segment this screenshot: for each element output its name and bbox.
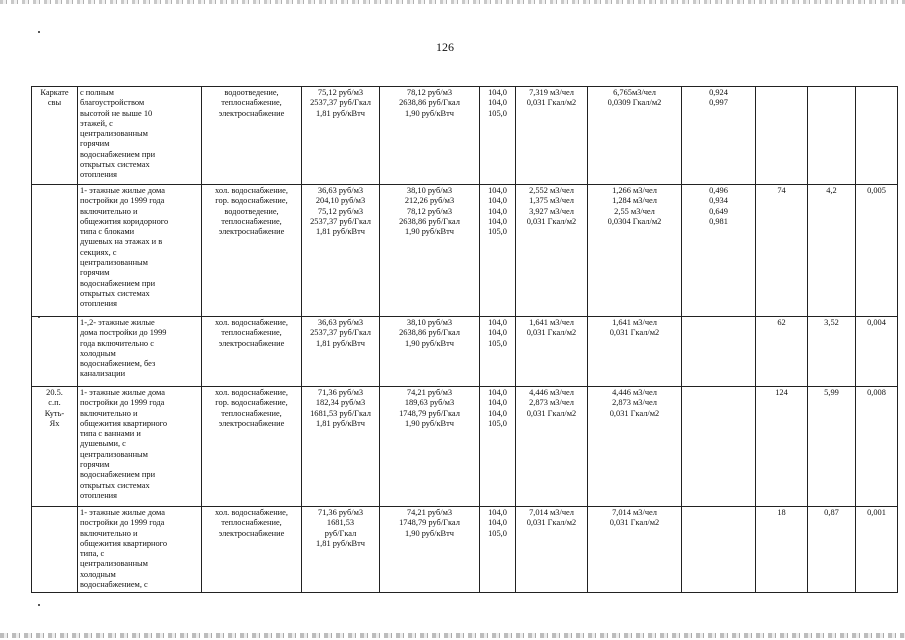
scan-speck bbox=[38, 31, 40, 33]
cell-line: горячим bbox=[80, 139, 110, 149]
cell-services bbox=[202, 317, 302, 387]
cell-line: 182,34 руб/м3 bbox=[315, 398, 366, 408]
cell-line: 1681,53 руб/Гкал bbox=[310, 408, 371, 418]
cell-locality bbox=[32, 87, 78, 185]
cell-line: Куть- bbox=[44, 408, 65, 418]
cell-tariffs-a bbox=[302, 317, 380, 387]
cell-line: хол. водоснабжение, bbox=[215, 508, 288, 517]
cell-v2: 4,2 bbox=[808, 185, 856, 317]
cell-line: 75,12 руб/м3 bbox=[317, 206, 364, 216]
cell-line: канализации bbox=[80, 369, 126, 379]
cell-line: 105,0 bbox=[488, 338, 507, 348]
cell-line: душевыми, с bbox=[80, 439, 126, 449]
cell-line: 7,319 м3/чел bbox=[529, 88, 574, 97]
cell-tariffs-a bbox=[302, 507, 380, 593]
cell-line: 1681,53 bbox=[326, 518, 355, 528]
cell-line: 0,934 bbox=[709, 196, 728, 206]
cell-line: 1,90 руб/кВтч bbox=[404, 227, 455, 237]
cell-services bbox=[202, 87, 302, 185]
cell-line: открытых системах bbox=[80, 480, 150, 490]
cell-line: теплоснабжение, bbox=[221, 328, 282, 338]
cell-line: водоснабжением при bbox=[80, 149, 156, 159]
cell-line: централизованным bbox=[80, 258, 148, 268]
cell-services bbox=[202, 387, 302, 507]
cell-v2: 0,87 bbox=[808, 507, 856, 593]
table-row bbox=[32, 87, 898, 185]
cell-line: 1- этажные жилые дома bbox=[80, 388, 165, 397]
cell-line: 104,0 bbox=[488, 216, 507, 226]
cell-norm-a bbox=[516, 87, 588, 185]
cell-line: 0,031 Гкал/м2 bbox=[609, 408, 660, 418]
cell-line: электроснабжение bbox=[218, 418, 285, 428]
cell-line: электроснабжение bbox=[218, 528, 285, 538]
cell-line: 75,12 руб/м3 bbox=[317, 88, 364, 97]
cell-v1: 18 bbox=[756, 507, 808, 593]
cell-line: водоотведение, bbox=[224, 88, 279, 97]
cell-line: 2,552 м3/чел bbox=[529, 186, 574, 195]
cell-line: 1,90 руб/кВтч bbox=[404, 528, 455, 538]
cell-line: 0,649 bbox=[709, 206, 728, 216]
cell-building bbox=[78, 507, 202, 593]
cell-line: 104,0 bbox=[488, 328, 507, 338]
cell-line: 104,0 bbox=[488, 196, 507, 206]
cell-coef bbox=[682, 317, 756, 387]
cell-building bbox=[78, 87, 202, 185]
cell-line: 1748,79 руб/Гкал bbox=[399, 518, 460, 528]
cell-line: 1,81 руб/кВтч bbox=[315, 108, 366, 118]
cell-line: включительно и bbox=[80, 408, 138, 418]
cell-line: типа, с bbox=[80, 549, 105, 559]
cell-line: 1,81 руб/кВтч bbox=[315, 418, 366, 428]
cell-v3 bbox=[856, 87, 898, 185]
page-number: 126 bbox=[436, 40, 454, 54]
cell-line: централизованным bbox=[80, 129, 148, 139]
cell-locality bbox=[32, 387, 78, 507]
cell-line: открытых системах bbox=[80, 288, 150, 298]
cell-line: общежития квартирного bbox=[80, 418, 168, 428]
cell-locality bbox=[32, 507, 78, 593]
cell-line: Ях bbox=[49, 418, 60, 428]
cell-line: централизованным bbox=[80, 449, 148, 459]
cell-line: 2537,37 руб/Гкал bbox=[310, 98, 371, 108]
scan-noise-top bbox=[0, 0, 905, 4]
cell-line: теплоснабжение, bbox=[221, 98, 282, 108]
table-row bbox=[32, 387, 898, 507]
cell-line: водоснабжением при bbox=[80, 278, 156, 288]
cell-v1: 124 bbox=[756, 387, 808, 507]
cell-tariffs-b bbox=[380, 387, 480, 507]
cell-line: водоснабжением при bbox=[80, 470, 156, 480]
cell-line: холодным bbox=[80, 348, 116, 358]
cell-line: 78,12 руб/м3 bbox=[406, 206, 453, 216]
cell-line: 38,10 руб/м3 bbox=[406, 186, 453, 195]
cell-line: горячим bbox=[80, 268, 110, 278]
cell-line: 1,266 м3/чел bbox=[612, 186, 657, 195]
cell-line: 38,10 руб/м3 bbox=[406, 318, 453, 327]
cell-line: 0,031 Гкал/м2 bbox=[526, 98, 577, 108]
cell-line: руб/Гкал bbox=[324, 528, 357, 538]
cell-line: 105,0 bbox=[488, 528, 507, 538]
cell-line: отопления bbox=[80, 490, 118, 500]
cell-index bbox=[480, 317, 516, 387]
cell-line: этажей, с bbox=[80, 118, 113, 128]
cell-norm-b bbox=[588, 87, 682, 185]
cell-line: хол. водоснабжение, bbox=[215, 388, 288, 397]
cell-index bbox=[480, 185, 516, 317]
table-row bbox=[32, 185, 898, 317]
cell-norm-a bbox=[516, 507, 588, 593]
cell-coef bbox=[682, 387, 756, 507]
cell-line: 74,21 руб/м3 bbox=[406, 508, 453, 517]
cell-line: 0,981 bbox=[709, 216, 728, 226]
cell-line: 204,10 руб/м3 bbox=[315, 196, 366, 206]
cell-norm-a bbox=[516, 185, 588, 317]
cell-line: с.п. bbox=[48, 398, 61, 408]
cell-line: горячим bbox=[80, 460, 110, 470]
cell-line: 36,63 руб/м3 bbox=[317, 318, 364, 327]
cell-line: 104,0 bbox=[488, 98, 507, 108]
cell-line: электроснабжение bbox=[218, 338, 285, 348]
cell-line: хол. водоснабжение, bbox=[215, 318, 288, 327]
cell-line: 1,90 руб/кВтч bbox=[404, 108, 455, 118]
table-row bbox=[32, 317, 898, 387]
cell-line: централизованным bbox=[80, 559, 148, 569]
cell-line: водоотведение, bbox=[224, 206, 279, 216]
cell-line: постройки до 1999 года bbox=[80, 398, 165, 408]
cell-tariffs-b bbox=[380, 87, 480, 185]
cell-building bbox=[78, 387, 202, 507]
cell-line: 78,12 руб/м3 bbox=[406, 88, 453, 97]
cell-line: 6,765м3/чел bbox=[613, 88, 656, 97]
cell-line: 0,031 Гкал/м2 bbox=[526, 328, 577, 338]
cell-line: 1- этажные жилые дома bbox=[80, 186, 165, 195]
cell-line: 104,0 bbox=[488, 508, 507, 517]
cell-line: отопления bbox=[80, 170, 118, 180]
cell-line: 1- этажные жилые дома bbox=[80, 508, 165, 517]
cell-line: 7,014 м3/чел bbox=[529, 508, 574, 517]
cell-v2: 5,99 bbox=[808, 387, 856, 507]
cell-line: 71,36 руб/м3 bbox=[317, 508, 364, 517]
cell-v2: 3,52 bbox=[808, 317, 856, 387]
cell-line: 1,81 руб/кВтч bbox=[315, 338, 366, 348]
cell-building bbox=[78, 317, 202, 387]
cell-norm-b bbox=[588, 317, 682, 387]
cell-line: 2537,37 руб/Гкал bbox=[310, 216, 371, 226]
cell-line: электроснабжение bbox=[218, 108, 285, 118]
cell-line: 104,0 bbox=[488, 518, 507, 528]
cell-line: хол. водоснабжение, bbox=[215, 186, 288, 195]
cell-coef bbox=[682, 507, 756, 593]
cell-line: 1,90 руб/кВтч bbox=[404, 338, 455, 348]
cell-line: года включительно с bbox=[80, 338, 154, 348]
cell-v3: 0,004 bbox=[856, 317, 898, 387]
cell-line: отопления bbox=[80, 299, 118, 309]
cell-line: 1,284 м3/чел bbox=[612, 196, 657, 206]
cell-v3: 0,005 bbox=[856, 185, 898, 317]
cell-coef bbox=[682, 185, 756, 317]
cell-norm-a bbox=[516, 387, 588, 507]
cell-line: 104,0 bbox=[488, 88, 507, 97]
cell-line: 2,873 м3/чел bbox=[529, 398, 574, 408]
cell-line: 71,36 руб/м3 bbox=[317, 388, 364, 397]
cell-line: 0,031 Гкал/м2 bbox=[526, 216, 577, 226]
cell-services bbox=[202, 185, 302, 317]
cell-line: благоустройством bbox=[80, 98, 145, 108]
cell-line: 0,496 bbox=[709, 186, 728, 195]
cell-line: типа с блоками bbox=[80, 227, 135, 237]
cell-tariffs-b bbox=[380, 185, 480, 317]
cell-line: 20.5. bbox=[46, 388, 63, 397]
cell-v3: 0,001 bbox=[856, 507, 898, 593]
cell-line: 0,0309 Гкал/м2 bbox=[607, 98, 662, 108]
cell-line: включительно и bbox=[80, 206, 138, 216]
cell-services bbox=[202, 507, 302, 593]
cell-norm-b bbox=[588, 507, 682, 593]
cell-line: 1,641 м3/чел bbox=[612, 318, 657, 327]
cell-line: 0,997 bbox=[709, 98, 728, 108]
cell-line: 2,873 м3/чел bbox=[612, 398, 657, 408]
cell-line: 0,031 Гкал/м2 bbox=[609, 518, 660, 528]
cell-line: открытых системах bbox=[80, 160, 150, 170]
cell-tariffs-b bbox=[380, 507, 480, 593]
cell-building bbox=[78, 185, 202, 317]
cell-line: 189,63 руб/м3 bbox=[404, 398, 455, 408]
cell-line: 1748,79 руб/Гкал bbox=[399, 408, 460, 418]
cell-line: 2638,86 руб/Гкал bbox=[399, 328, 460, 338]
cell-line: 1,90 руб/кВтч bbox=[404, 418, 455, 428]
cell-line: 104,0 bbox=[488, 318, 507, 327]
cell-index bbox=[480, 387, 516, 507]
cell-v1: 62 bbox=[756, 317, 808, 387]
scan-noise-bottom bbox=[0, 633, 905, 638]
cell-v2 bbox=[808, 87, 856, 185]
cell-line: 0,031 Гкал/м2 bbox=[526, 518, 577, 528]
cell-tariffs-a bbox=[302, 185, 380, 317]
cell-line: постройки до 1999 года bbox=[80, 196, 165, 206]
cell-line: 0,031 Гкал/м2 bbox=[609, 328, 660, 338]
cell-line: 104,0 bbox=[488, 388, 507, 397]
cell-v1 bbox=[756, 87, 808, 185]
cell-line: 212,26 руб/м3 bbox=[404, 196, 455, 206]
cell-line: 1,81 руб/кВтч bbox=[315, 227, 366, 237]
cell-line: водоснабжением, с bbox=[80, 580, 148, 590]
cell-line: электроснабжение bbox=[218, 227, 285, 237]
cell-line: гор. водоснабжение, bbox=[215, 196, 288, 206]
cell-line: гор. водоснабжение, bbox=[215, 398, 288, 408]
cell-line: включительно и bbox=[80, 528, 138, 538]
cell-line: дома постройки до 1999 bbox=[80, 328, 167, 338]
cell-line: 2537,37 руб/Гкал bbox=[310, 328, 371, 338]
cell-line: 104,0 bbox=[488, 408, 507, 418]
cell-index bbox=[480, 507, 516, 593]
cell-line: с полным bbox=[80, 88, 114, 97]
cell-norm-a bbox=[516, 317, 588, 387]
cell-line: 105,0 bbox=[488, 227, 507, 237]
cell-line: 4,446 м3/чел bbox=[612, 388, 657, 397]
cell-line: высотой не выше 10 bbox=[80, 108, 153, 118]
cell-line: Каркате bbox=[40, 88, 69, 97]
cell-line: свы bbox=[47, 98, 62, 108]
cell-line: 3,927 м3/чел bbox=[529, 206, 574, 216]
cell-line: холодным bbox=[80, 569, 116, 579]
cell-norm-b bbox=[588, 387, 682, 507]
cell-index bbox=[480, 87, 516, 185]
tariff-table bbox=[31, 86, 898, 593]
cell-line: общежития квартирного bbox=[80, 538, 168, 548]
cell-tariffs-b bbox=[380, 317, 480, 387]
cell-line: общежития коридорного bbox=[80, 216, 169, 226]
cell-v1: 74 bbox=[756, 185, 808, 317]
cell-coef bbox=[682, 87, 756, 185]
cell-line: 104,0 bbox=[488, 206, 507, 216]
cell-line: теплоснабжение, bbox=[221, 216, 282, 226]
cell-locality bbox=[32, 185, 78, 317]
cell-line: 7,014 м3/чел bbox=[612, 508, 657, 517]
cell-norm-b bbox=[588, 185, 682, 317]
scan-speck bbox=[38, 604, 40, 606]
cell-line: 2638,86 руб/Гкал bbox=[399, 98, 460, 108]
cell-line: 1,375 м3/чел bbox=[529, 196, 574, 206]
cell-line: постройки до 1999 года bbox=[80, 518, 165, 528]
cell-line: 1-,2- этажные жилые bbox=[80, 318, 155, 327]
cell-line: 2,55 м3/чел bbox=[614, 206, 655, 216]
cell-line: 36,63 руб/м3 bbox=[317, 186, 364, 195]
cell-line: 1,641 м3/чел bbox=[529, 318, 574, 327]
cell-locality bbox=[32, 317, 78, 387]
cell-line: теплоснабжение, bbox=[221, 518, 282, 528]
cell-line: 4,446 м3/чел bbox=[529, 388, 574, 397]
cell-line: типа с ваннами и bbox=[80, 429, 141, 439]
cell-tariffs-a bbox=[302, 387, 380, 507]
cell-v3: 0,008 bbox=[856, 387, 898, 507]
cell-line: секциях, с bbox=[80, 247, 117, 257]
table-row bbox=[32, 507, 898, 593]
cell-line: 74,21 руб/м3 bbox=[406, 388, 453, 397]
cell-line: душевых на этажах и в bbox=[80, 237, 163, 247]
cell-line: 0,031 Гкал/м2 bbox=[526, 408, 577, 418]
cell-tariffs-a bbox=[302, 87, 380, 185]
cell-line: 105,0 bbox=[488, 108, 507, 118]
cell-line: 104,0 bbox=[488, 186, 507, 195]
cell-line: 0,0304 Гкал/м2 bbox=[607, 216, 662, 226]
cell-line: 2638,86 руб/Гкал bbox=[399, 216, 460, 226]
cell-line: водоснабжением, без bbox=[80, 359, 156, 369]
cell-line: теплоснабжение, bbox=[221, 408, 282, 418]
cell-line: 0,924 bbox=[709, 88, 728, 97]
cell-line: 104,0 bbox=[488, 398, 507, 408]
cell-line: 1,81 руб/кВтч bbox=[315, 538, 366, 548]
cell-line: 105,0 bbox=[488, 418, 507, 428]
